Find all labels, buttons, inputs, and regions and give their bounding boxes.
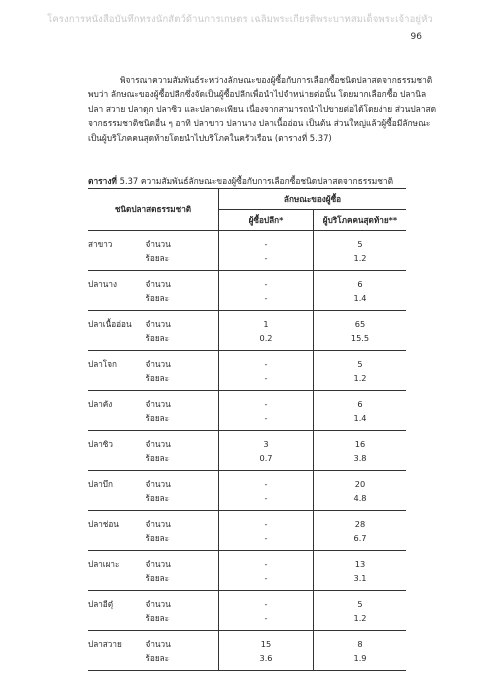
paragraph-line: พบว่า ลักษณะของผู้ซื้อปลีกซึ่งจัดเป็นผู้ซื้อปลีกเพื่อนำไปจำหน่ายต่อนั้น โดยมากเลือกซื้อ ปลานิล bbox=[88, 89, 427, 100]
consumer-percent: 6.7 bbox=[314, 531, 407, 551]
running-head: โครงการหนังสือบันทึกทรงนักสัตว์ด้านการเกษตร เฉลิมพระเกียรติพระบาทสมเด็จพระเจ้าอยู่หัว bbox=[47, 14, 433, 25]
fish-name-spacer bbox=[88, 611, 146, 631]
unit-percent-label: ร้อยละ bbox=[146, 331, 219, 351]
table-row bbox=[88, 451, 406, 471]
fish-name: ปลาช่อน bbox=[88, 518, 119, 529]
retail-count: - bbox=[219, 231, 314, 252]
unit-percent-label: ร้อยละ bbox=[146, 411, 219, 431]
consumer-count: 65 bbox=[354, 319, 366, 329]
retail-percent: - bbox=[219, 611, 314, 631]
retail-count: - bbox=[219, 271, 314, 292]
consumer-count: 13 bbox=[354, 559, 366, 569]
consumer-percent: 15.5 bbox=[314, 331, 407, 351]
retail-count: - bbox=[219, 351, 314, 372]
table-row bbox=[88, 471, 406, 492]
table-row bbox=[88, 251, 406, 271]
table-row bbox=[88, 391, 406, 412]
paragraph-line: พิจารณาความสัมพันธ์ระหว่างลักษณะของผู้ซื้อกับการเลือกซื้อชนิดปลาสดจากธรรมชาติ bbox=[120, 75, 433, 85]
consumer-percent: 1.2 bbox=[314, 611, 407, 631]
fish-name-spacer bbox=[88, 531, 146, 551]
fish-name-spacer bbox=[88, 251, 146, 271]
retail-count: 15 bbox=[219, 631, 314, 652]
retail-percent: - bbox=[219, 531, 314, 551]
retail-count: - bbox=[219, 471, 314, 492]
retail-percent: - bbox=[219, 571, 314, 591]
table-row bbox=[88, 651, 406, 671]
retail-percent: 0.2 bbox=[219, 331, 314, 351]
consumer-count: 5 bbox=[357, 599, 363, 609]
fish-name-spacer bbox=[88, 331, 146, 351]
consumer-percent: 3.1 bbox=[314, 571, 407, 591]
table-row bbox=[88, 271, 406, 292]
unit-count-label: จำนวน bbox=[145, 638, 171, 649]
unit-count-label: จำนวน bbox=[145, 518, 171, 529]
unit-count-label: จำนวน bbox=[145, 318, 171, 329]
table-row bbox=[88, 511, 406, 532]
consumer-count: 5 bbox=[357, 359, 363, 369]
unit-percent-label: ร้อยละ bbox=[146, 491, 219, 511]
header-retail-buyer: ผู้ซื้อปลีก* bbox=[219, 210, 314, 231]
unit-percent-label: ร้อยละ bbox=[146, 611, 219, 631]
consumer-count: 6 bbox=[357, 399, 363, 409]
fish-name: สาขาว bbox=[88, 238, 113, 249]
retail-count: - bbox=[219, 391, 314, 412]
table-row bbox=[88, 431, 406, 452]
consumer-percent: 1.2 bbox=[314, 371, 407, 391]
unit-count-label: จำนวน bbox=[145, 358, 171, 369]
table-row bbox=[88, 571, 406, 591]
table-row bbox=[88, 371, 406, 391]
unit-count-label: จำนวน bbox=[145, 278, 171, 289]
retail-percent: 3.6 bbox=[219, 651, 314, 671]
retail-count: 3 bbox=[219, 431, 314, 452]
table-row bbox=[88, 311, 406, 332]
retail-percent: - bbox=[219, 251, 314, 271]
unit-count-label: จำนวน bbox=[145, 438, 171, 449]
fish-name: ปลาเนื้ออ่อน bbox=[88, 318, 132, 329]
fish-name-spacer bbox=[88, 411, 146, 431]
table-caption bbox=[88, 174, 408, 188]
consumer-percent: 3.8 bbox=[314, 451, 407, 471]
fish-name-spacer bbox=[88, 491, 146, 511]
retail-percent: - bbox=[219, 411, 314, 431]
consumer-percent: 1.4 bbox=[314, 291, 407, 311]
unit-percent-label: ร้อยละ bbox=[146, 651, 219, 671]
table-row bbox=[88, 611, 406, 631]
table-row bbox=[88, 531, 406, 551]
table-row bbox=[88, 331, 406, 351]
consumer-count: 16 bbox=[354, 439, 366, 449]
retail-percent: 0.7 bbox=[219, 451, 314, 471]
fish-name: ปลานาง bbox=[88, 278, 118, 289]
fish-name-spacer bbox=[88, 291, 146, 311]
unit-percent-label: ร้อยละ bbox=[146, 371, 219, 391]
table-row bbox=[88, 231, 406, 252]
fish-name: ปลาบึก bbox=[88, 478, 113, 489]
retail-count: - bbox=[219, 551, 314, 572]
table-body bbox=[88, 231, 406, 671]
unit-count-label: จำนวน bbox=[145, 478, 171, 489]
body-paragraph bbox=[88, 73, 437, 145]
unit-count-label: จำนวน bbox=[145, 598, 171, 609]
data-table bbox=[88, 188, 406, 671]
fish-name: ปลาโจก bbox=[88, 358, 117, 369]
consumer-count: 20 bbox=[354, 479, 366, 489]
consumer-count: 28 bbox=[354, 519, 366, 529]
unit-percent-label: ร้อยละ bbox=[146, 571, 219, 591]
header-fish-type: ชนิดปลาสดธรรมชาติ bbox=[88, 189, 219, 231]
consumer-count: 6 bbox=[357, 279, 363, 289]
consumer-percent: 1.4 bbox=[314, 411, 407, 431]
consumer-percent: 1.2 bbox=[314, 251, 407, 271]
fish-name: ปลาซิว bbox=[88, 438, 113, 449]
retail-count: - bbox=[219, 511, 314, 532]
table-caption-label: ตารางที่ bbox=[88, 176, 117, 186]
fish-name-spacer bbox=[88, 651, 146, 671]
consumer-count: 5 bbox=[357, 239, 363, 249]
header-final-consumer: ผู้บริโภคคนสุดท้าย** bbox=[314, 210, 407, 231]
paragraph-line: เป็นผู้บริโภคคนสุดท้ายโดยนำไปบริโภคในครัวเรือน (ตารางที่ 5.37) bbox=[88, 132, 332, 143]
fish-name: ปลาอีตุ๋ bbox=[88, 598, 114, 609]
table-caption-text: 5.37 ความสัมพันธ์ลักษณะของผู้ซื้อกับการเลือกซื้อชนิดปลาสดจากธรรมชาติ bbox=[116, 176, 394, 186]
table-row bbox=[88, 351, 406, 372]
consumer-count: 8 bbox=[357, 639, 363, 649]
paragraph-line: จากธรรมชาติชนิดอื่น ๆ อาทิ ปลาขาว ปลานาง ปลาเนื้ออ่อน เป็นต้น ส่วนใหญ่แล้วผู้ซื้อมีลักษณะ bbox=[88, 118, 431, 129]
table-row bbox=[88, 491, 406, 511]
fish-name: ปลาเผาะ bbox=[88, 558, 120, 569]
fish-name-spacer bbox=[88, 451, 146, 471]
page-number: 96 bbox=[410, 32, 422, 42]
table-row bbox=[88, 551, 406, 572]
unit-count-label: จำนวน bbox=[145, 558, 171, 569]
unit-count-label: จำนวน bbox=[145, 398, 171, 409]
consumer-percent: 4.8 bbox=[314, 491, 407, 511]
table-row bbox=[88, 591, 406, 612]
unit-percent-label: ร้อยละ bbox=[146, 531, 219, 551]
table-row bbox=[88, 411, 406, 431]
retail-count: 1 bbox=[219, 311, 314, 332]
table-row bbox=[88, 631, 406, 652]
header-buyer-type: ลักษณะของผู้ซื้อ bbox=[219, 189, 407, 210]
retail-percent: - bbox=[219, 291, 314, 311]
fish-name: ปลาคัง bbox=[88, 398, 113, 409]
fish-name: ปลาสวาย bbox=[88, 638, 122, 649]
consumer-percent: 1.9 bbox=[314, 651, 407, 671]
retail-percent: - bbox=[219, 371, 314, 391]
unit-percent-label: ร้อยละ bbox=[146, 451, 219, 471]
paragraph-line: ปลา สวาย ปลาดุก ปลาซิว และปลาตะเพียน เนื่องจากสามารถนำไปขายต่อได้โดยง่าย ส่วนปลาสด bbox=[88, 103, 437, 114]
unit-percent-label: ร้อยละ bbox=[146, 291, 219, 311]
retail-percent: - bbox=[219, 491, 314, 511]
fish-name-spacer bbox=[88, 571, 146, 591]
retail-count: - bbox=[219, 591, 314, 612]
unit-percent-label: ร้อยละ bbox=[146, 251, 219, 271]
fish-name-spacer bbox=[88, 371, 146, 391]
table-row bbox=[88, 291, 406, 311]
unit-count-label: จำนวน bbox=[145, 238, 171, 249]
